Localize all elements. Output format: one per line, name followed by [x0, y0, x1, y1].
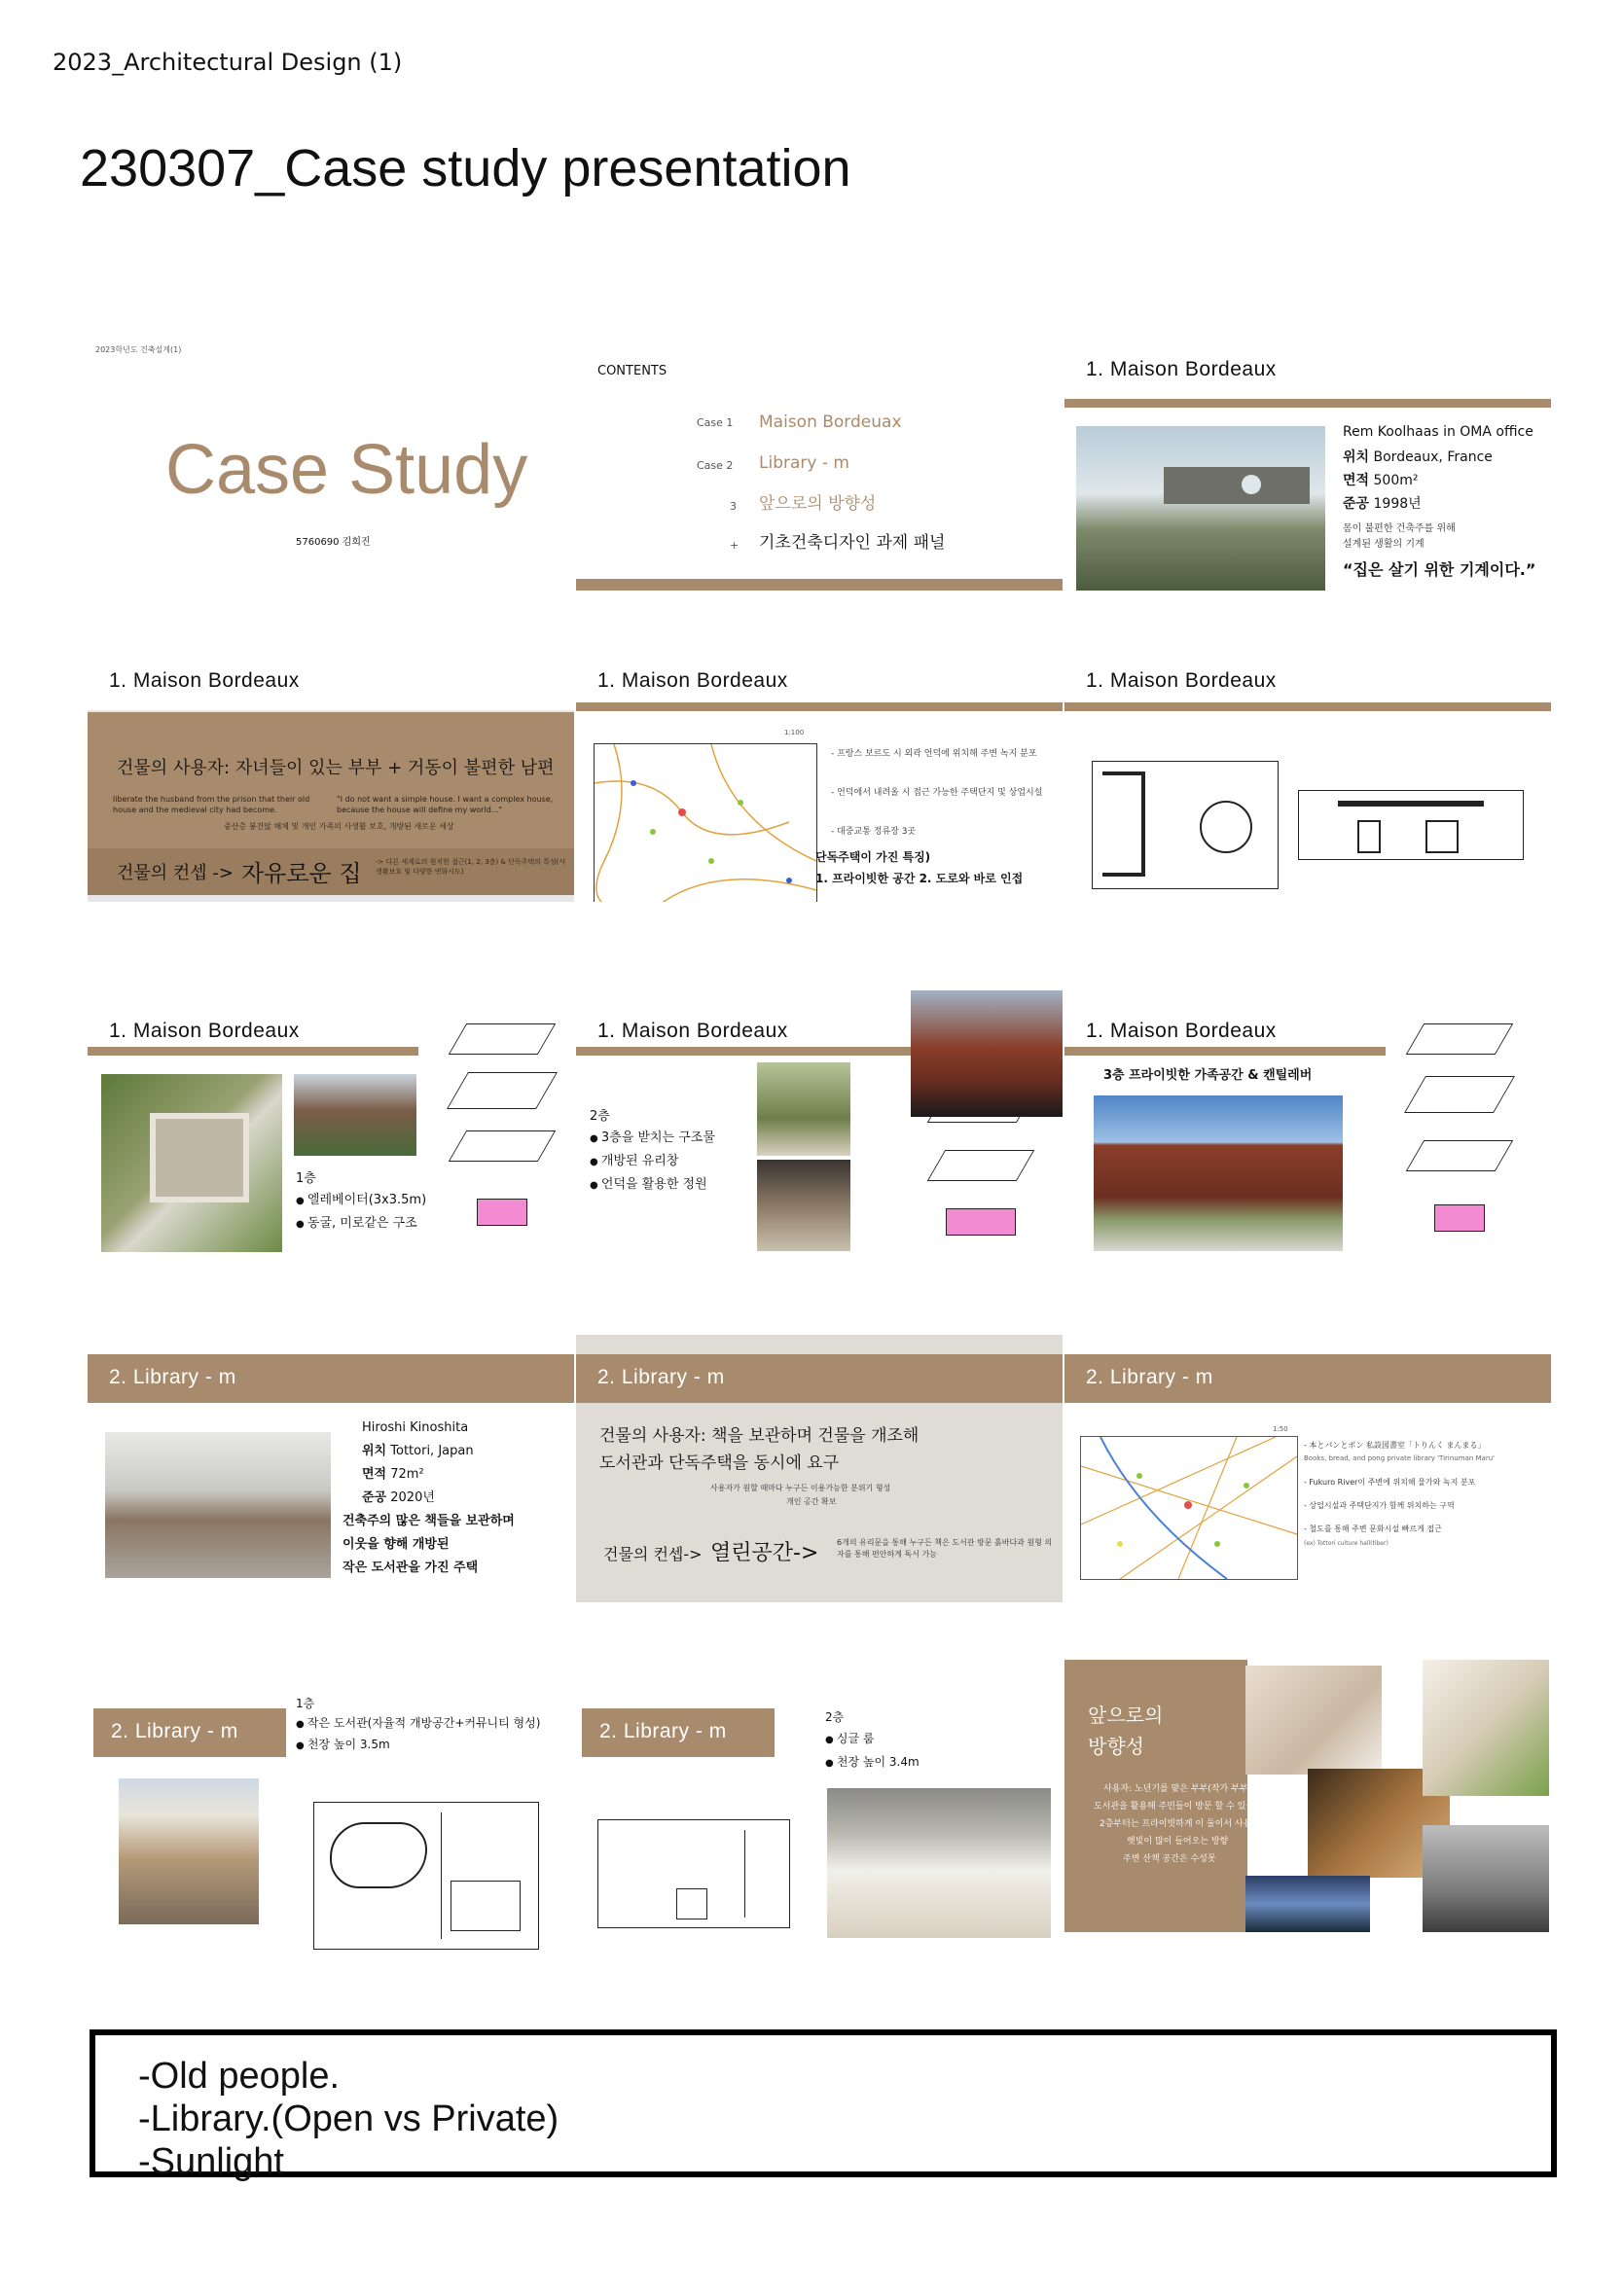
- slide-heading: 1. Maison Bordeaux: [109, 669, 300, 692]
- quote: “집은 살기 위한 기계이다.”: [1343, 560, 1536, 579]
- slide-heading: 1. Maison Bordeaux: [597, 669, 788, 692]
- note-item: -Sunlight: [138, 2141, 284, 2182]
- bullet: ● 천장 높이 3.4m: [825, 1753, 920, 1771]
- user-line: 건물의 사용자: 책을 보관하며 건물을 개조해: [599, 1426, 920, 1446]
- location-row: [1343, 448, 1493, 468]
- axonometric-diagram: [438, 1014, 564, 1238]
- contents-num: 3: [730, 500, 737, 513]
- note-line: 몸이 불편한 건축주를 위해: [1343, 523, 1456, 534]
- slide-heading: 1. Maison Bordeaux: [1086, 669, 1277, 692]
- map-roads: [1081, 1437, 1297, 1579]
- area-row: [362, 1465, 424, 1485]
- future-line: 2층부터는 프라이빗하게 이 둘이서 사용: [1100, 1819, 1252, 1829]
- bullet: ● 3층을 받치는 구조물: [590, 1129, 715, 1148]
- slide-future: [1064, 1660, 1551, 1932]
- divider: [576, 702, 1063, 711]
- future-line: 햇빛이 많이 들어오는 방향: [1127, 1837, 1229, 1847]
- slide-heading: 2. Library - m: [1086, 1366, 1213, 1388]
- floor-plan-drawing: [313, 1802, 539, 1950]
- site-note: - 프랑스 보르도 시 외곽 언덕에 위치해 주변 녹지 분포: [831, 749, 1037, 759]
- site-note: - 철도를 통해 주변 문화시설 빠르게 접근: [1304, 1525, 1442, 1533]
- floor-plan-drawing: [1092, 761, 1279, 889]
- concept-note: -> 다른 세계로의 원치한 접근(1, 2, 3층) & 단독주택의 특성(사생활보호 및 다양한 변화시도): [376, 858, 566, 876]
- architect: Rem Koolhaas in OMA office: [1343, 424, 1533, 440]
- floor-plan-drawing: [597, 1819, 790, 1928]
- year-row: [1343, 494, 1422, 515]
- area-value: 500m²: [1373, 473, 1419, 488]
- section-drawing: [1298, 790, 1524, 860]
- bullet: ● 엘레베이터(3x3.5m): [296, 1191, 426, 1210]
- slide-lm-user: [576, 1335, 1063, 1602]
- area-value: 72m²: [390, 1467, 424, 1482]
- desc-line: 작은 도서관을 가진 주택: [343, 1561, 479, 1575]
- bullet: ● 천장 높이 3.5m: [296, 1736, 390, 1753]
- slide-mb-3f: [1064, 1004, 1551, 1252]
- house-photo: [1076, 426, 1325, 591]
- contents-num: +: [730, 539, 739, 552]
- caption: 3층 프라이빗한 가족공간 & 캔틸레버: [1103, 1068, 1313, 1083]
- year-label: 준공: [1343, 496, 1370, 512]
- site-note: - 상업시설과 주택단지가 함께 위치하는 구역: [1304, 1501, 1455, 1510]
- location-row: [362, 1442, 474, 1461]
- aerial-photo: [101, 1074, 282, 1252]
- cover-author: 5760690 김희진: [296, 537, 371, 548]
- slide-heading: 2. Library - m: [109, 1366, 236, 1388]
- map-scale: 1:50: [1273, 1425, 1288, 1433]
- page-title: 230307_Case study presentation: [80, 139, 851, 197]
- architect: Hiroshi Kinoshita: [362, 1420, 469, 1435]
- note-item: -Old people.: [138, 2056, 341, 2097]
- facade-photo: [911, 990, 1063, 1117]
- site-note: - 대중교통 정류장 3곳: [831, 827, 917, 837]
- future-heading: 앞으로의: [1088, 1704, 1164, 1727]
- quote-left: liberate the husband from the prison that their old house and the medieval city had become.: [113, 795, 310, 815]
- lake-photo: [1245, 1876, 1370, 1932]
- slide-mb-user: [88, 654, 574, 902]
- bullet: ● 작은 도서관(자율적 개방공간+커뮤니티 형성): [296, 1714, 540, 1732]
- notes-box: [90, 2029, 1557, 2182]
- note-item: -Library.(Open vs Private): [138, 2099, 559, 2139]
- user-text: 건물의 사용자: 자녀들이 있는 부부 + 거동이 불편한 남편: [117, 758, 555, 778]
- slide-lm-2f: [576, 1695, 1063, 1967]
- interior-photo: [757, 1160, 850, 1251]
- desc-line: 건축주의 많은 책들을 보관하며: [343, 1514, 515, 1528]
- interior-photo: [827, 1788, 1051, 1938]
- divider: [88, 1047, 418, 1056]
- future-line: 사용자: 노년기를 맞은 부부(작가 부부): [1103, 1784, 1251, 1794]
- slide-lm-1f: [88, 1695, 574, 1967]
- bullet: ● 개방된 유리창: [590, 1152, 678, 1171]
- location-value: Tottori, Japan: [390, 1444, 474, 1458]
- slide-heading: 1. Maison Bordeaux: [109, 1020, 300, 1042]
- course-label: 2023_Architectural Design (1): [53, 49, 403, 76]
- divider: [1064, 1047, 1395, 1056]
- slide-lm-site: [1064, 1354, 1551, 1602]
- house-photo: [294, 1074, 416, 1156]
- quote-right: "I do not want a simple house. I want a complex house, because the house will define my world...": [337, 795, 554, 815]
- cover-title: Case Study: [165, 431, 528, 509]
- slide-mb-site: [576, 654, 1063, 902]
- slide-contents: [576, 342, 1063, 591]
- facade-photo: [1094, 1095, 1343, 1251]
- sub-line: 개인 공간 확보: [786, 1497, 837, 1506]
- map-roads: [595, 744, 816, 902]
- interior-photo: [757, 1062, 850, 1156]
- elderly-couple-photo: [1245, 1666, 1382, 1775]
- concept: 자유로운 집: [241, 860, 362, 887]
- sketch-photo: [1423, 1660, 1549, 1796]
- facade-photo: [119, 1778, 259, 1924]
- contents-num: Case 2: [697, 459, 734, 472]
- location-label: 위치: [1343, 449, 1370, 465]
- sub-line: 사용자가 원할 때마다 누구든 이용가능한 분위기 형성: [710, 1484, 891, 1492]
- contents-item: Maison Bordeuax: [759, 413, 902, 432]
- bullet: ● 언덕을 활용한 정원: [590, 1175, 707, 1195]
- sub-text: 중산층 봉건않 해체 및 개인 가족의 사생활 보호, 개방된 새로운 세상: [224, 822, 454, 831]
- user-line: 도서관과 단독주택을 동시에 요구: [599, 1453, 840, 1473]
- cover-tag: 2023학년도 건축설계(1): [95, 345, 182, 354]
- year-value: 1998년: [1373, 496, 1422, 512]
- floor-label: 2층: [825, 1710, 845, 1724]
- contents-num: Case 1: [697, 416, 734, 429]
- contents-item: Library - m: [759, 453, 849, 473]
- future-heading: 방향성: [1088, 1735, 1144, 1758]
- concept-note: 6개의 유리문을 통해 누구든 책은 도서관 방문 흙바다과 원형 의자를 통해 편안하게 독서 가능: [837, 1538, 1053, 1559]
- area-row: [1343, 471, 1419, 491]
- interior-photo: [105, 1432, 331, 1578]
- bullet: ● 동굴, 미로같은 구조: [296, 1214, 417, 1234]
- location-label: 위치: [362, 1444, 387, 1458]
- desc-line: 이웃을 향해 개방된: [343, 1537, 450, 1552]
- area-label: 면적: [362, 1467, 387, 1482]
- concept-label: 건물의 컨셉->: [603, 1545, 703, 1563]
- bullet: ● 싱글 룸: [825, 1730, 875, 1747]
- walking-couple-photo: [1423, 1825, 1549, 1932]
- site-note: - Fukuro River이 주변에 위치해 물가와 녹지 분포: [1304, 1478, 1476, 1487]
- floor-label: 1층: [296, 1171, 316, 1186]
- slide-heading: 2. Library - m: [599, 1720, 727, 1742]
- slide-heading: 1. Maison Bordeaux: [1086, 358, 1277, 380]
- floor-label: 2층: [590, 1109, 610, 1124]
- feature-text: 1. 프라이빗한 공간 2. 도로와 바로 인접: [815, 872, 1024, 885]
- slide-lm-intro: [88, 1354, 574, 1602]
- divider: [1064, 399, 1551, 408]
- slide-heading: 2. Library - m: [111, 1720, 238, 1742]
- site-title: - 本とパンとポン 私設図書室「トりんく まんまる」: [1304, 1441, 1486, 1450]
- slide-heading: 1. Maison Bordeaux: [597, 1020, 788, 1042]
- year-row: [362, 1489, 435, 1508]
- slide-cover: [88, 342, 574, 591]
- concept: 열린공간->: [710, 1541, 819, 1565]
- future-line: 주변 산책 공간은 수성못: [1123, 1854, 1216, 1864]
- slide-mb-plans: [1064, 654, 1551, 902]
- contents-item: 앞으로의 방향성: [759, 494, 877, 514]
- note-line: 설계된 생활의 기계: [1343, 539, 1425, 550]
- slide-heading: 1. Maison Bordeaux: [1086, 1020, 1277, 1042]
- site-title-en: Books, bread, and pong private library 'Tirinuman Maru': [1304, 1454, 1496, 1462]
- site-map: [1080, 1436, 1298, 1580]
- slide-mb-1f: [88, 1004, 574, 1252]
- future-line: 도서관을 활용해 주민들이 방문 할 수 있음: [1094, 1802, 1254, 1812]
- year-label: 준공: [362, 1490, 387, 1505]
- floor-label: 1층: [296, 1697, 315, 1710]
- area-label: 면적: [1343, 473, 1370, 488]
- concept-label: 건물의 컨셉 ->: [117, 863, 234, 883]
- axonometric-diagram: [1386, 1014, 1541, 1247]
- site-map: [594, 743, 817, 902]
- slide-heading: 2. Library - m: [597, 1366, 725, 1388]
- feature-title: 단독주택이 가진 특징): [815, 850, 931, 864]
- divider: [1064, 702, 1551, 711]
- map-scale: 1:100: [784, 729, 805, 736]
- contents-heading: CONTENTS: [597, 364, 667, 378]
- contents-item: 기초건축디자인 과제 패널: [759, 533, 946, 553]
- year-value: 2020년: [390, 1490, 435, 1505]
- slide-mb-intro: [1064, 342, 1551, 591]
- location-value: Bordeaux, France: [1373, 449, 1493, 465]
- site-foot: (ex) Tottori culture hall(tiber): [1304, 1540, 1389, 1547]
- site-note: - 언덕에서 내려올 시 접근 가능한 주택단지 및 상업시설: [831, 788, 1043, 798]
- divider: [576, 579, 1063, 591]
